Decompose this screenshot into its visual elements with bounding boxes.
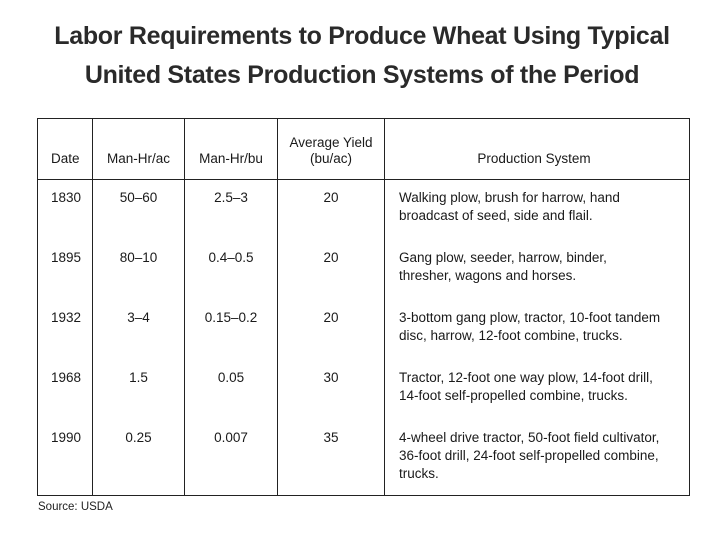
header-row	[38, 119, 690, 180]
cell-average-yield: 20	[278, 300, 385, 360]
cell-man-hr-bu: 0.007	[185, 420, 278, 496]
table-row	[38, 180, 690, 240]
production-system-line: 3-bottom gang plow, tractor, 10-foot tandem	[399, 309, 661, 325]
cell-production-system	[385, 180, 690, 240]
cell-date: 1932	[38, 300, 93, 360]
cell-production-system	[385, 420, 690, 496]
production-system-line: 36-foot drill, 24-foot self-propelled combine,	[399, 447, 659, 463]
production-system-line: Walking plow, brush for harrow, hand	[399, 190, 620, 205]
production-system-line: 14-foot self-propelled combine, trucks.	[399, 387, 628, 403]
cell-man-hr-ac: 1.5	[93, 360, 185, 420]
cell-man-hr-bu: 0.4–0.5	[185, 240, 278, 300]
source-note: Source: USDA	[38, 501, 113, 513]
header-average-yield-line2: (bu/ac)	[309, 151, 353, 166]
cell-man-hr-bu: 0.05	[185, 360, 278, 420]
header-average-yield	[278, 119, 385, 180]
header-production-system: Production System	[385, 119, 690, 180]
header-man-hr-ac: Man-Hr/ac	[93, 119, 185, 180]
production-system-line: 4-wheel drive tractor, 50-foot field cultivator,	[399, 429, 660, 445]
cell-man-hr-ac: 0.25	[93, 420, 185, 496]
table-row	[38, 360, 690, 420]
cell-production-system	[385, 300, 690, 360]
cell-man-hr-bu: 2.5–3	[185, 180, 278, 240]
cell-average-yield: 35	[278, 420, 385, 496]
cell-man-hr-ac: 80–10	[93, 240, 185, 300]
cell-man-hr-ac: 3–4	[93, 300, 185, 360]
cell-date: 1990	[38, 420, 93, 496]
production-system-line: Gang plow, seeder, harrow, binder,	[399, 249, 607, 265]
cell-date: 1830	[38, 180, 93, 240]
production-system-line: Tractor, 12-foot one way plow, 14-foot drill,	[399, 369, 653, 385]
cell-average-yield: 20	[278, 240, 385, 300]
title-line-2: United States Production Systems of the Period	[84, 61, 640, 89]
cell-man-hr-ac: 50–60	[93, 180, 185, 240]
cell-production-system	[385, 240, 690, 300]
cell-date: 1968	[38, 360, 93, 420]
cell-date: 1895	[38, 240, 93, 300]
production-system-line: disc, harrow, 12-foot combine, trucks.	[399, 327, 623, 343]
production-system-line: broadcast of seed, side and flail.	[399, 208, 593, 223]
header-average-yield-line1: Average Yield	[289, 135, 373, 150]
cell-average-yield: 30	[278, 360, 385, 420]
header-date: Date	[38, 119, 93, 180]
production-system-line: trucks.	[399, 465, 439, 481]
cell-man-hr-bu: 0.15–0.2	[185, 300, 278, 360]
production-system-line: thresher, wagons and horses.	[399, 267, 577, 283]
table-row	[38, 240, 690, 300]
cell-production-system	[385, 360, 690, 420]
table-row	[38, 300, 690, 360]
header-man-hr-bu: Man-Hr/bu	[185, 119, 278, 180]
table-row	[38, 420, 690, 496]
cell-average-yield: 20	[278, 180, 385, 240]
labor-requirements-table	[37, 118, 690, 496]
title-line-1: Labor Requirements to Produce Wheat Using Typical	[54, 22, 670, 50]
